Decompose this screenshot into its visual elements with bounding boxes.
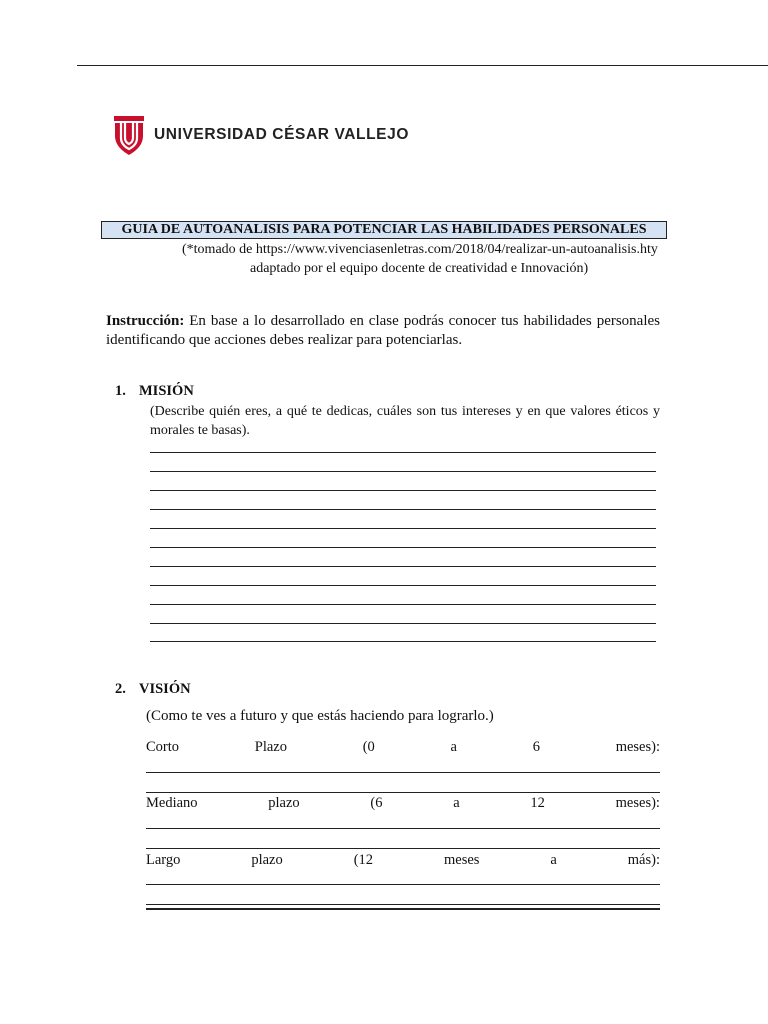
term-word: meses): (615, 795, 660, 811)
vision-short-term-label (146, 739, 660, 756)
vision-long-term-answer-line[interactable] (146, 904, 660, 905)
vision-short-term-answer-line[interactable] (146, 792, 660, 793)
vision-medium-term-answer-line[interactable] (146, 828, 660, 829)
source-line-2: adaptado por el equipo docente de creatividad e Innovación) (250, 261, 589, 276)
term-word: 6 (532, 739, 540, 755)
term-word: (0 (362, 739, 375, 755)
term-word: más): (627, 852, 660, 868)
vision-description: (Como te ves a futuro y que estás haciendo para lograrlo.) (146, 708, 494, 724)
instruction-text: En base a lo desarrollado en clase podrás conocer tus habilidades personales identificando que acciones debes realizar para potenciarlas. (106, 313, 660, 348)
mision-title: MISIÓN (139, 383, 194, 399)
source-line-1: (*tomado de https://www.vivenciasenletras.com/2018/04/realizar-un-autoanalisis.hty (182, 242, 658, 257)
term-word: Plazo (254, 739, 287, 755)
vision-long-term-answer-line[interactable] (146, 884, 660, 885)
vision-short-term-answer-line[interactable] (146, 772, 660, 773)
mision-answer-line[interactable] (150, 641, 656, 642)
mision-answer-line[interactable] (150, 623, 656, 624)
mision-description: (Describe quién eres, a qué te dedicas, cuáles son tus intereses y en que valores éticos y morales te basas). (150, 404, 660, 438)
vision-long-term-label (146, 852, 660, 869)
mision-answer-line[interactable] (150, 490, 656, 491)
term-word: (12 (353, 852, 374, 868)
vision-closing-rule (146, 908, 660, 910)
mision-answer-line[interactable] (150, 471, 656, 472)
term-word: Corto (146, 739, 180, 755)
vision-number: 2. (115, 681, 126, 697)
term-word: meses (443, 852, 480, 868)
term-word: (6 (370, 795, 383, 811)
header-rule (77, 65, 768, 66)
mision-answer-line[interactable] (150, 604, 656, 605)
term-word: a (453, 795, 460, 811)
instruction-label: Instrucción: (106, 313, 185, 329)
term-word: plazo (268, 795, 300, 811)
mision-answer-line[interactable] (150, 585, 656, 586)
term-word: meses): (615, 739, 660, 755)
term-word: a (450, 739, 457, 755)
ucv-shield-icon (112, 114, 146, 156)
mision-answer-line[interactable] (150, 566, 656, 567)
vision-title: VISIÓN (139, 681, 191, 697)
term-word: 12 (530, 795, 545, 811)
university-logo (112, 114, 409, 156)
vision-medium-term-answer-line[interactable] (146, 848, 660, 849)
term-word: Mediano (146, 795, 198, 811)
university-name: UNIVERSIDAD CÉSAR VALLEJO (154, 126, 409, 143)
mision-answer-line[interactable] (150, 509, 656, 510)
vision-heading (115, 681, 191, 698)
document-title: GUIA DE AUTOANALISIS PARA POTENCIAR LAS HABILIDADES PERSONALES (101, 221, 667, 239)
vision-medium-term-label (146, 795, 660, 812)
mision-heading (115, 383, 194, 400)
instruction-paragraph (106, 312, 660, 350)
mision-answer-line[interactable] (150, 452, 656, 453)
term-word: Largo (146, 852, 181, 868)
mision-answer-line[interactable] (150, 547, 656, 548)
term-word: plazo (251, 852, 283, 868)
term-word: a (550, 852, 557, 868)
mision-number: 1. (115, 383, 126, 399)
mision-answer-line[interactable] (150, 528, 656, 529)
